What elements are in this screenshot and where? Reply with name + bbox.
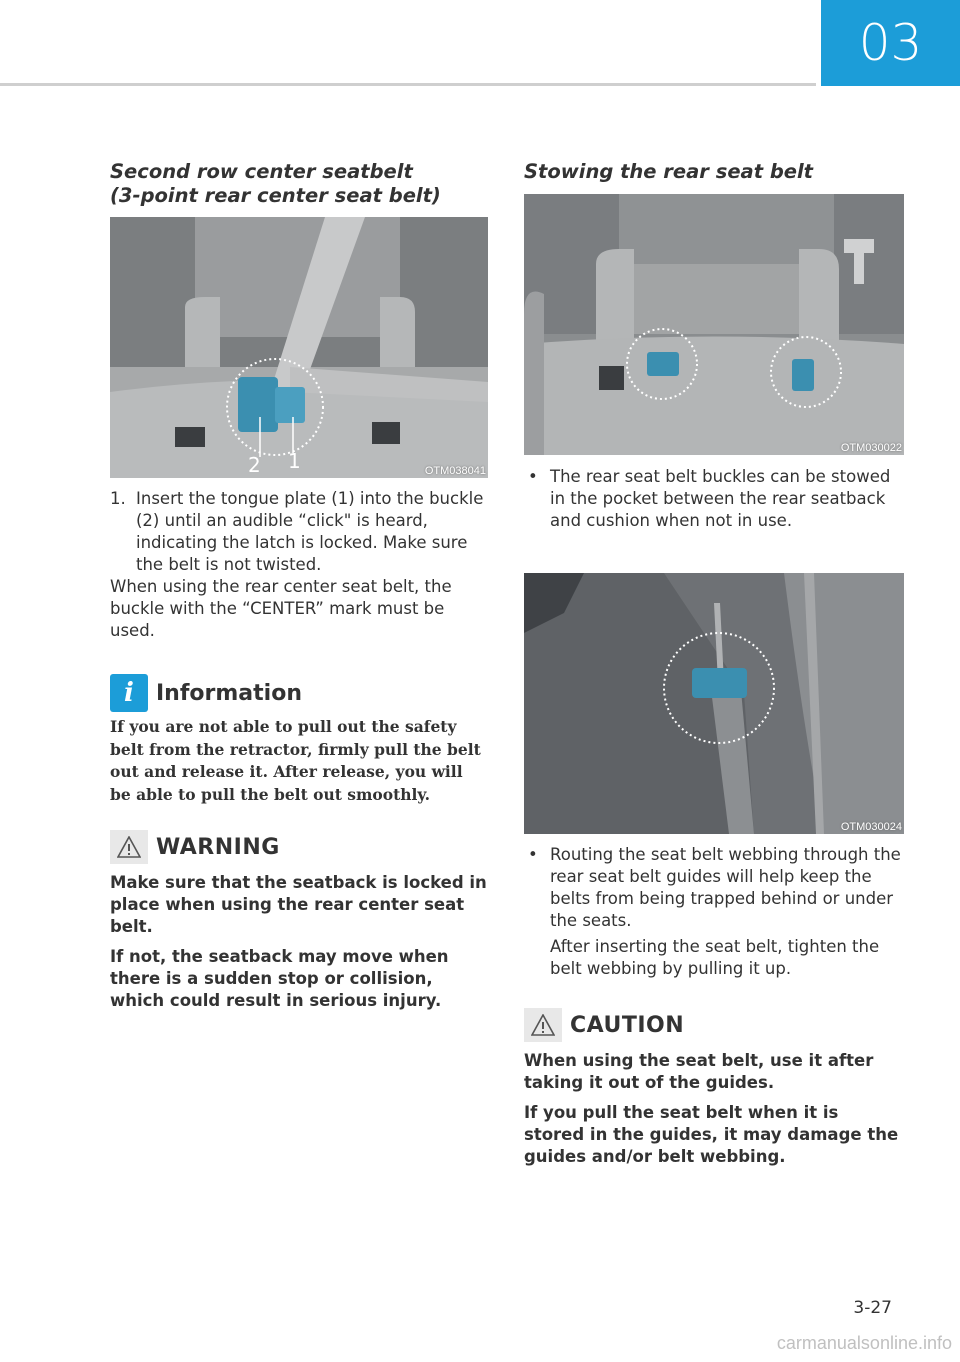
step-number: 1. — [110, 489, 126, 508]
information-title: Information — [156, 680, 302, 706]
buckle-blue — [238, 377, 278, 432]
belt-guide-blue — [692, 668, 747, 698]
callout-2: 2 — [248, 453, 261, 477]
tongue-plate-blue — [275, 387, 305, 423]
callout-1: 1 — [288, 449, 301, 473]
warning-text — [110, 872, 488, 1020]
header-rule — [0, 83, 816, 86]
caution-heading — [524, 1008, 684, 1042]
caution-text — [524, 1050, 904, 1176]
caution-title: CAUTION — [570, 1012, 685, 1038]
center-note: When using the rear center seat belt, the buckle with the “CENTER” mark must be used. — [110, 577, 452, 640]
chapter-tab: 03 — [821, 0, 960, 86]
figure-center-buckle — [110, 217, 488, 478]
bullet-routing — [524, 844, 904, 932]
information-icon: i — [110, 674, 148, 712]
warning-paragraph-2: If not, the seatback may move when there is a sudden stop or collision, which could result in serious injury. — [110, 947, 449, 1010]
section-title-stowing: Stowing the rear seat belt — [524, 160, 814, 183]
bullet-text: The rear seat belt buckles can be stowed in the pocket between the rear seatback and cushion when not in use. — [550, 467, 891, 530]
information-text: If you are not able to pull out the safety belt from the retractor, firmly pull the belt out and release it. After release, you will be able to pull the belt out smoothly. — [110, 717, 481, 804]
belt-guide-illustration — [524, 573, 904, 834]
title-line-1: Second row center seatbelt — [110, 160, 413, 183]
watermark: carmanualsonline.info — [776, 1333, 952, 1353]
caution-paragraph-1: When using the seat belt, use it after taking it out of the guides. — [524, 1051, 874, 1092]
bullet-followup: After inserting the seat belt, tighten the belt webbing by pulling it up. — [550, 937, 880, 978]
title-line-2: (3-point rear center seat belt) — [110, 184, 441, 207]
bullet-text: Routing the seat belt webbing through the rear seat belt guides will help keep the belts from being trapped behind or under the seats. — [550, 845, 901, 930]
stowed-buckles-illustration — [524, 194, 904, 455]
figure-code: OTM030024 — [840, 821, 902, 833]
information-heading — [110, 674, 302, 712]
page-number: 3-27 — [853, 1298, 892, 1318]
warning-triangle-icon — [110, 830, 148, 864]
center-buckle-illustration — [110, 217, 488, 478]
bullet-dot: • — [528, 467, 538, 486]
warning-title: WARNING — [156, 834, 280, 860]
bullet-stow — [524, 466, 904, 532]
step-1 — [110, 488, 488, 576]
stowed-buckle-left — [647, 352, 679, 376]
step-text: Insert the tongue plate (1) into the buckle (2) until an audible “click" is heard, indicating the latch is locked. Make sure the belt is not twisted. — [136, 489, 484, 574]
figure-code: OTM030022 — [840, 442, 902, 454]
figure-code: OTM038041 — [424, 465, 486, 477]
warning-heading — [110, 830, 280, 864]
section-title-center-seatbelt — [110, 160, 488, 208]
figure-belt-guide — [524, 573, 904, 834]
bullet-dot: • — [528, 845, 538, 864]
caution-paragraph-2: If you pull the seat belt when it is stored in the guides, it may damage the guides and/or belt webbing. — [524, 1103, 899, 1166]
caution-triangle-icon — [524, 1008, 562, 1042]
figure-stowed-buckles — [524, 194, 904, 455]
stowed-buckle-right — [792, 359, 814, 391]
warning-paragraph-1: Make sure that the seatback is locked in place when using the rear center seat belt. — [110, 873, 487, 936]
